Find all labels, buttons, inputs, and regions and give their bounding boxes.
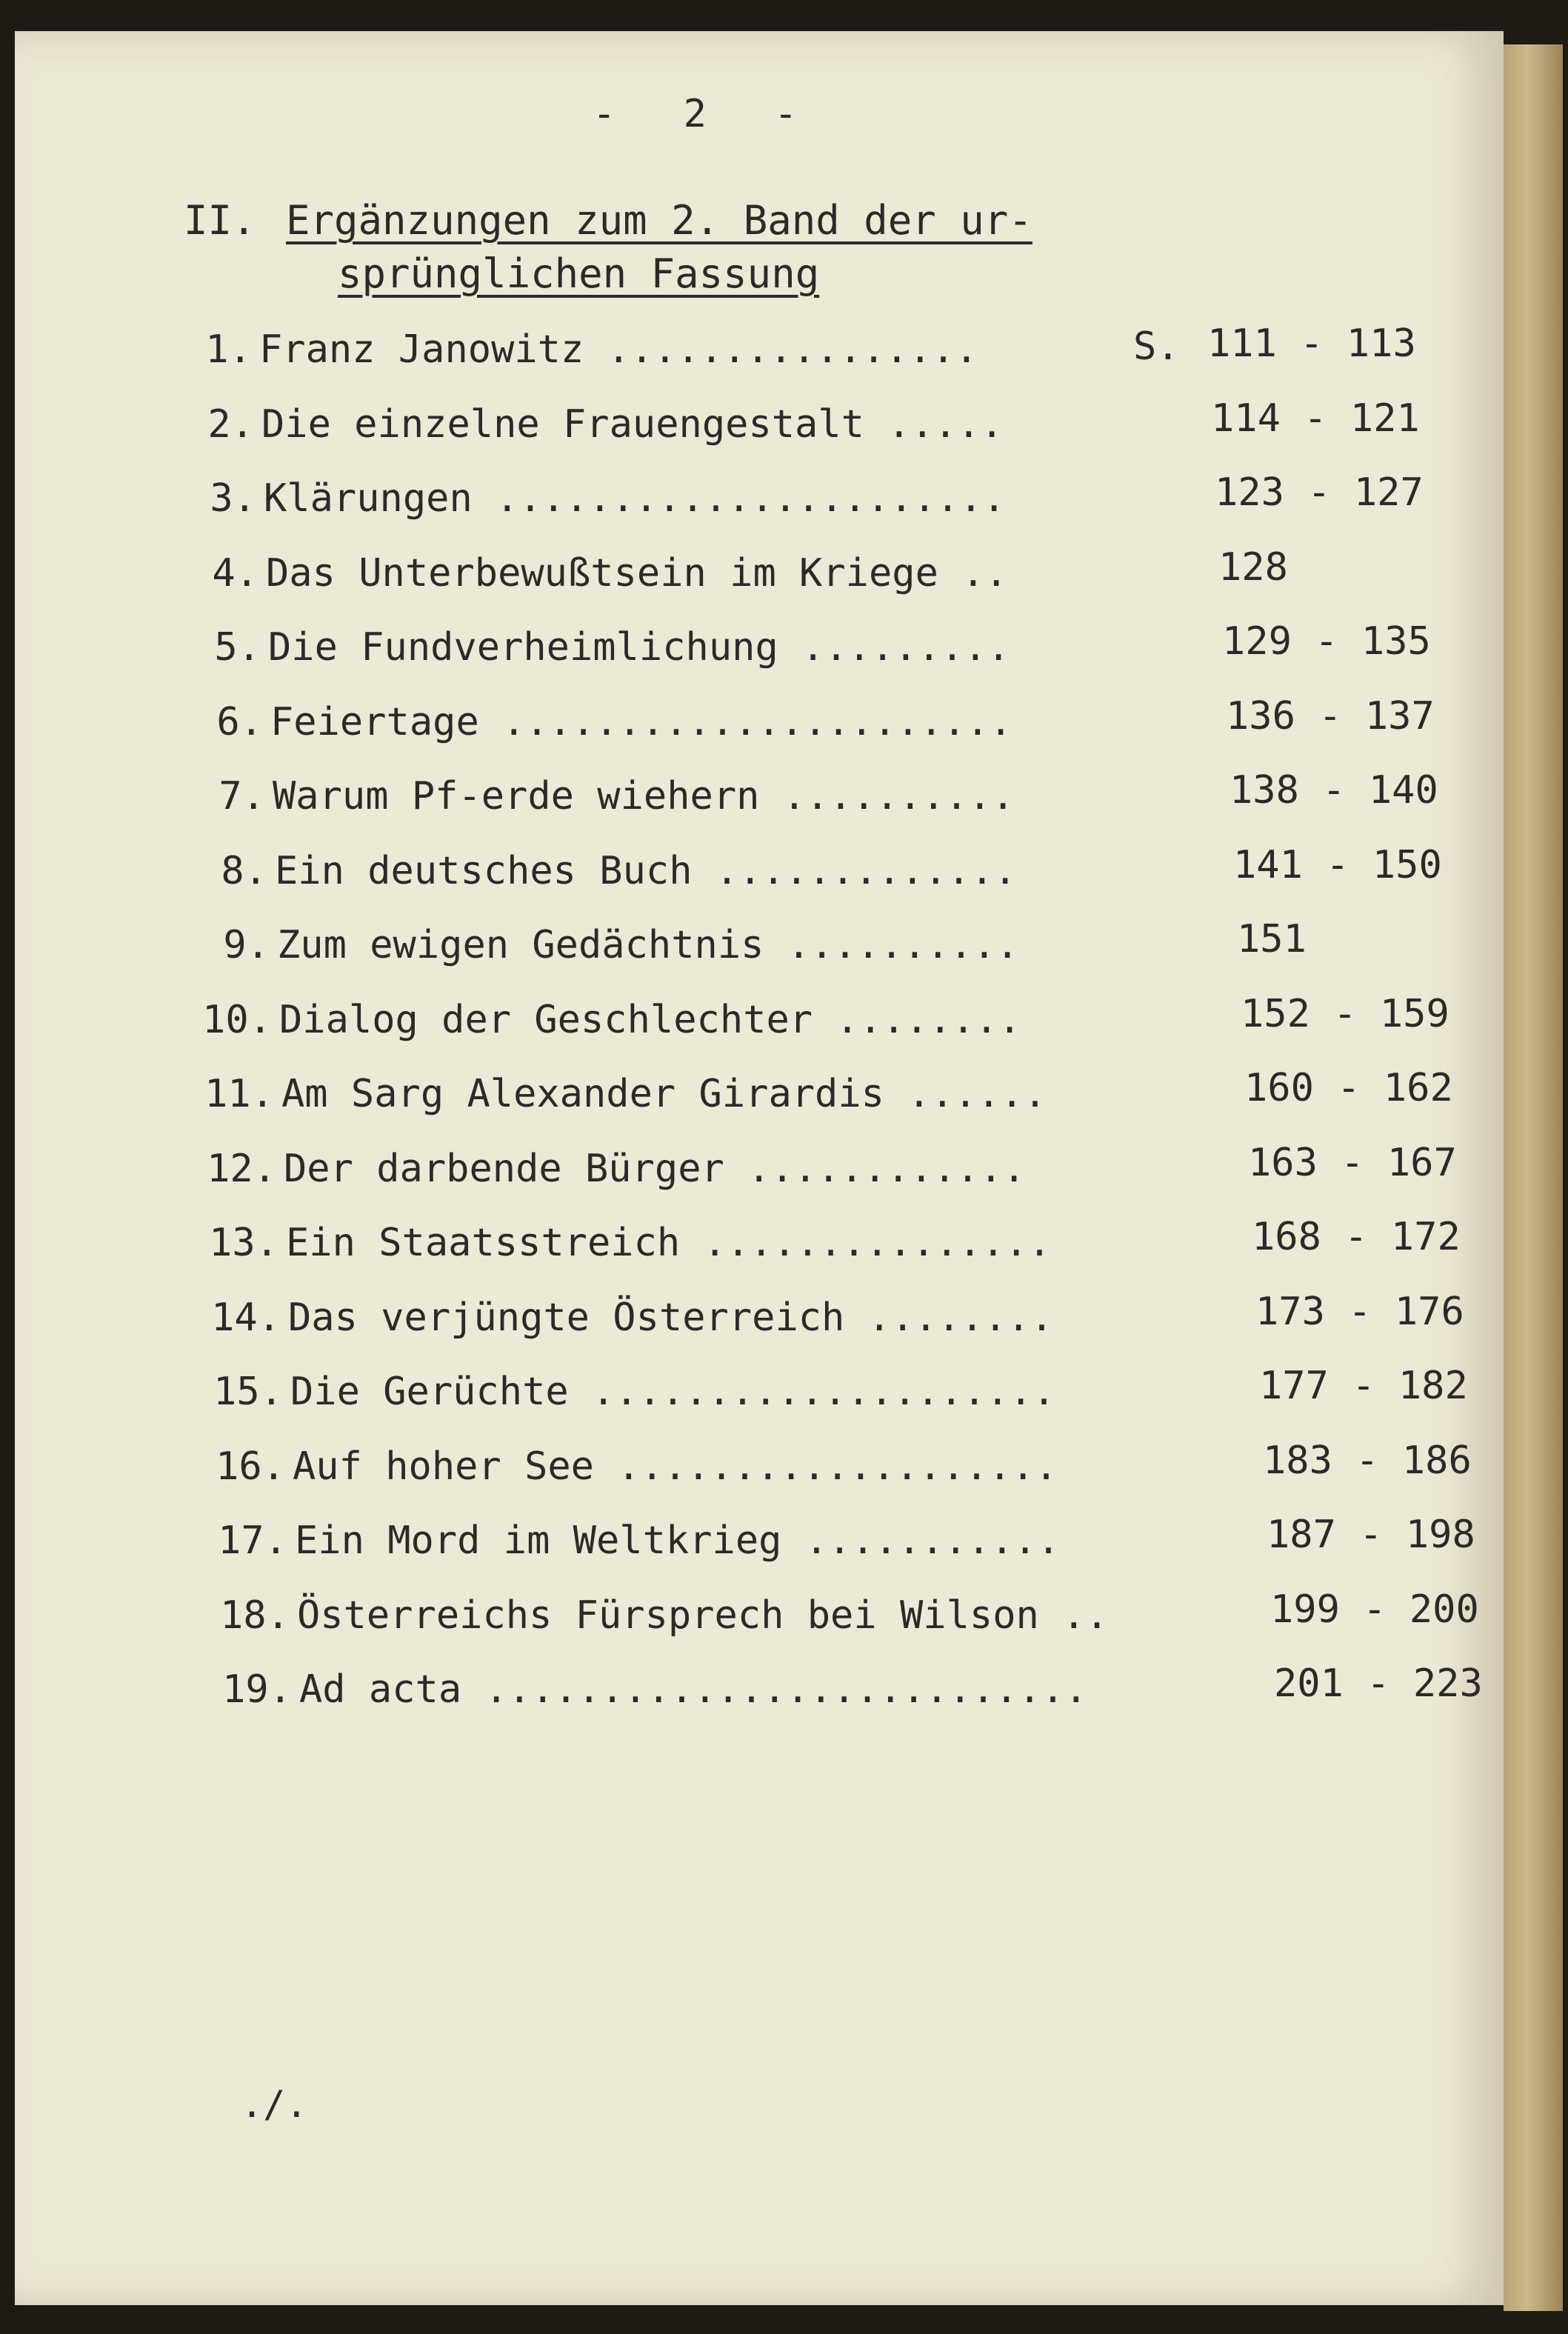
- toc-entry-title: Zum ewigen Gedächtnis ..........: [277, 923, 1019, 967]
- toc-entry: [187, 1364, 1520, 1414]
- toc-entry-number: 4.: [212, 550, 258, 596]
- toc-entry: [158, 396, 1491, 447]
- toc-entry: [180, 1140, 1513, 1191]
- toc-entry-number: 13.: [209, 1221, 278, 1265]
- page-number: - 2 -: [593, 92, 820, 136]
- toc-entry-pages: 199 - 200: [1270, 1587, 1479, 1632]
- toc-entry-pages: 160 - 162: [1244, 1066, 1453, 1110]
- section-title-line2: sprünglichen Fassung: [338, 250, 820, 297]
- toc-entry-title: Auf hoher See ...................: [293, 1444, 1058, 1489]
- toc-entry-number: 1.: [205, 327, 252, 372]
- toc-entry-title: Das Unterbewußtsein im Kriege ..: [266, 550, 1008, 596]
- toc-entry-title: Franz Janowitz ................: [259, 327, 978, 372]
- toc-entry-title: Die Fundverheimlichung .........: [268, 625, 1010, 670]
- toc-entry-pages: 168 - 172: [1252, 1215, 1461, 1259]
- toc-entry-pages: 111 - 113: [1207, 321, 1416, 366]
- toc-entry-title: Ad acta ..........................: [299, 1667, 1088, 1712]
- toc-entry-title: Am Sarg Alexander Girardis ......: [281, 1072, 1047, 1116]
- binding-spine: [1504, 44, 1563, 2311]
- toc-entry-number: 2.: [207, 401, 254, 447]
- toc-entry-title: Ein Staatsstreich ...............: [286, 1221, 1052, 1265]
- toc-entry: [193, 1587, 1527, 1638]
- toc-entry: [164, 619, 1498, 670]
- toc-entry-pages: 177 - 182: [1259, 1364, 1468, 1408]
- toc-entry-title: Der darbende Bürger ............: [284, 1146, 1026, 1191]
- toc-entry-number: 14.: [211, 1295, 281, 1340]
- toc-entry: [191, 1513, 1524, 1563]
- toc-entry: [196, 1661, 1529, 1712]
- toc-entry-pages: 183 - 186: [1263, 1438, 1472, 1483]
- toc-entry-pages: 136 - 137: [1226, 693, 1435, 738]
- toc-entry: [176, 991, 1509, 1042]
- toc-entry: [182, 1215, 1515, 1265]
- toc-entry-number: 17.: [218, 1518, 287, 1563]
- toc-entry-pages: 152 - 159: [1241, 991, 1449, 1036]
- toc-entry: [169, 768, 1502, 818]
- toc-entry-pages: 187 - 198: [1267, 1513, 1475, 1557]
- toc-entry-pages: 138 - 140: [1230, 768, 1438, 813]
- toc-entry-pages: 114 - 121: [1211, 396, 1420, 441]
- toc-entry-number: 9.: [223, 923, 270, 967]
- toc-entry-pages: 141 - 150: [1233, 842, 1442, 887]
- toc-entry-number: 11.: [204, 1072, 274, 1116]
- toc-entry-pages: 201 - 223: [1274, 1661, 1483, 1706]
- toc-entry: [178, 1066, 1511, 1116]
- toc-entry-number: 3.: [210, 476, 256, 521]
- toc-entry-pages: 163 - 167: [1248, 1140, 1457, 1185]
- toc-entry-title: Österreichs Fürsprech bei Wilson ..: [297, 1593, 1109, 1638]
- toc-entry-number: 18.: [220, 1593, 290, 1638]
- section-title-line1: Ergänzungen zum 2. Band der ur-: [286, 197, 1032, 244]
- toc-entry-number: 15.: [213, 1370, 283, 1414]
- toc-entry-number: 16.: [216, 1444, 285, 1489]
- end-mark: ./.: [241, 2083, 308, 2126]
- toc-entry-number: 5.: [214, 625, 261, 670]
- toc-entry-number: 6.: [216, 699, 263, 744]
- toc-entry-pages: 151: [1237, 917, 1307, 961]
- toc-entry-number: 19.: [222, 1667, 292, 1712]
- document-page: [15, 31, 1504, 2305]
- toc-entry-number: 7.: [218, 774, 265, 818]
- toc-entry-pages: 173 - 176: [1255, 1289, 1464, 1334]
- toc-entry: [189, 1438, 1522, 1489]
- toc-entry: [171, 842, 1504, 893]
- toc-entry-title: Das verjüngte Österreich ........: [288, 1295, 1054, 1340]
- toc-entry-title: Die einzelne Frauengestalt .....: [261, 401, 1004, 447]
- toc-entry-pages: 123 - 127: [1215, 470, 1424, 515]
- toc-entry-number: 10.: [202, 997, 272, 1042]
- toc-entry-title: Ein Mord im Weltkrieg ...........: [295, 1518, 1061, 1563]
- toc-entry: [156, 321, 1489, 372]
- toc-entry: [173, 917, 1507, 967]
- toc-entry-title: Feiertage ......................: [270, 699, 1012, 744]
- toc-entry-title: Dialog der Geschlechter ........: [279, 997, 1021, 1042]
- toc-entry-pages: 128: [1218, 544, 1288, 590]
- toc-entry-title: Warum Pf-erde wiehern ..........: [273, 774, 1015, 818]
- page-prefix: S.: [1133, 324, 1180, 369]
- toc-entry: [167, 693, 1500, 744]
- section-number: II.: [184, 197, 256, 244]
- toc-entry: [160, 470, 1493, 521]
- toc-entry: [162, 544, 1495, 596]
- toc-entry-title: Die Gerüchte ....................: [290, 1370, 1056, 1414]
- toc-entry-number: 8.: [221, 848, 267, 893]
- toc-entry: [184, 1289, 1518, 1340]
- toc-entry-number: 12.: [207, 1146, 276, 1191]
- toc-entry-title: Klärungen ......................: [264, 476, 1006, 521]
- toc-entry-title: Ein deutsches Buch .............: [275, 848, 1017, 893]
- toc-entry-pages: 129 - 135: [1222, 619, 1431, 664]
